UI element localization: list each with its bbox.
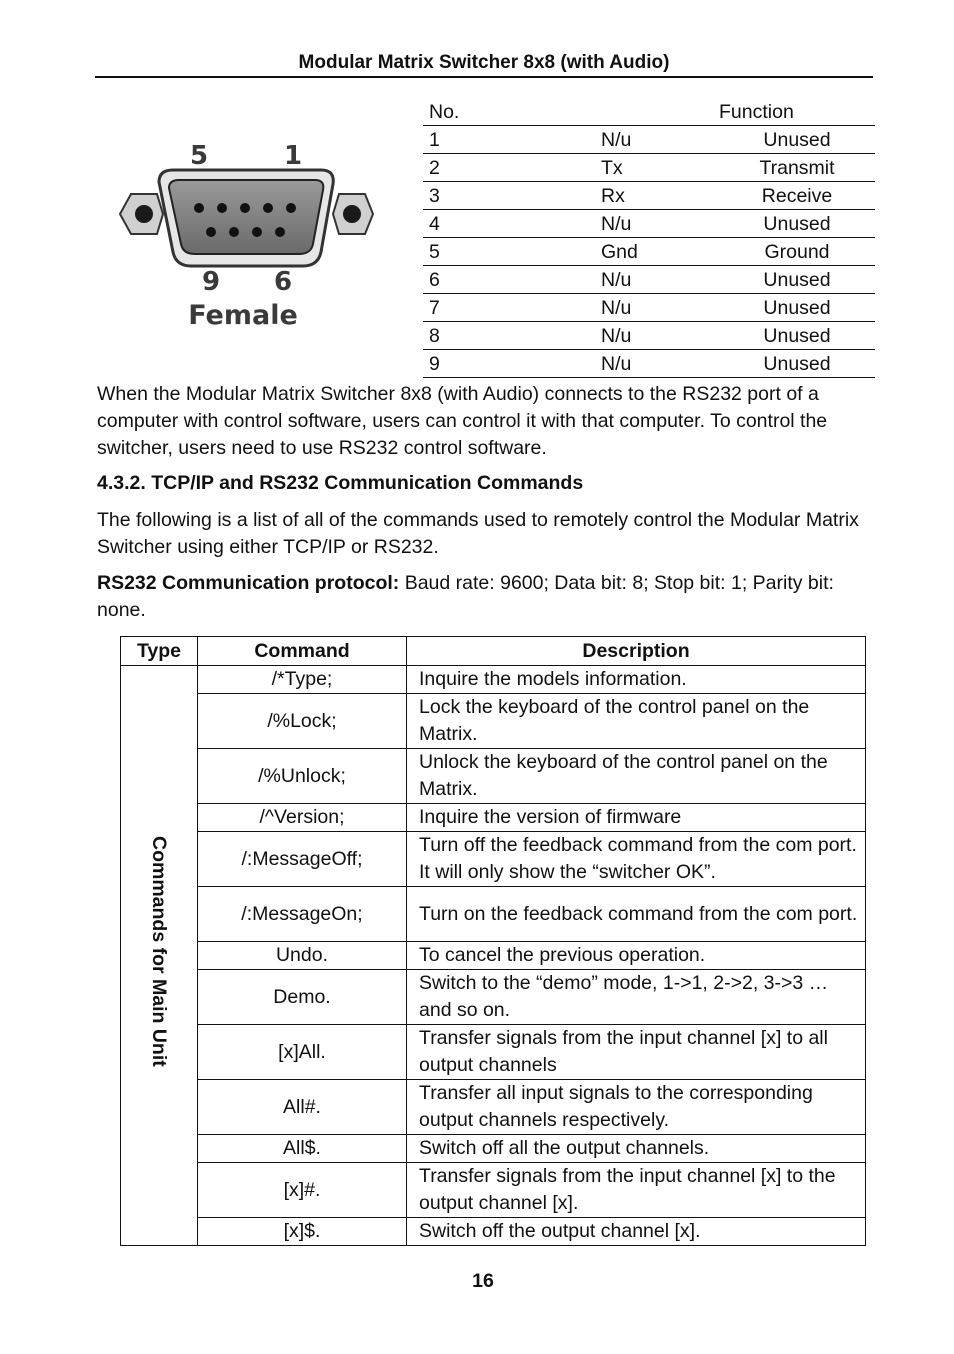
- pin-number: 6: [423, 266, 601, 294]
- pin-signal-header: [601, 98, 719, 126]
- pin-function: Receive: [719, 182, 875, 210]
- pin-number: 9: [423, 350, 601, 378]
- db9-female-connector-diagram: [115, 138, 380, 338]
- description-cell: Transfer signals from the input channel [x] to the output channel [x].: [407, 1163, 866, 1218]
- pin-function: Unused: [719, 126, 875, 154]
- command-cell: Undo.: [198, 942, 407, 970]
- protocol-paragraph: [97, 570, 867, 624]
- command-table-header-row: [121, 637, 866, 666]
- description-cell: Switch to the “demo” mode, 1->1, 2->2, 3->3 … and so on.: [407, 970, 866, 1025]
- description-cell: Unlock the keyboard of the control panel on the Matrix.: [407, 749, 866, 804]
- command-header: Command: [198, 637, 407, 666]
- command-cell: /:MessageOn;: [198, 887, 407, 942]
- command-cell: /%Unlock;: [198, 749, 407, 804]
- description-cell: Transfer all input signals to the corresponding output channels respectively.: [407, 1080, 866, 1135]
- description-cell: Switch off the output channel [x].: [407, 1218, 866, 1246]
- header-rule: [95, 76, 873, 78]
- table-row: [121, 1080, 866, 1135]
- type-cell: [121, 666, 198, 1246]
- description-cell: Turn off the feedback command from the com port. It will only show the “switcher OK”.: [407, 832, 866, 887]
- table-row: [121, 970, 866, 1025]
- pin-number: 5: [423, 238, 601, 266]
- right-screw: [343, 205, 361, 223]
- left-screw: [135, 205, 153, 223]
- rs232-intro-paragraph: When the Modular Matrix Switcher 8x8 (with Audio) connects to the RS232 port of a computer with control software, users can control it with that computer. To control the switcher, users need to use RS232 control software.: [97, 383, 828, 459]
- pin-function: Unused: [719, 322, 875, 350]
- pin-number: 8: [423, 322, 601, 350]
- pin-signal: N/u: [601, 322, 719, 350]
- command-cell: /%Lock;: [198, 694, 407, 749]
- table-row: [121, 804, 866, 832]
- description-cell: Inquire the models information.: [407, 666, 866, 694]
- description-header: Description: [407, 637, 866, 666]
- pin-row: [423, 210, 875, 238]
- page-number: 16: [472, 1270, 494, 1292]
- command-cell: Demo.: [198, 970, 407, 1025]
- protocol-details: Baud rate: 9600; Data bit: 8; Stop bit: 1; Parity bit: none.: [97, 572, 834, 621]
- command-table-body: [121, 666, 866, 1246]
- command-table: [120, 636, 866, 1246]
- pin-table-header-row: [423, 98, 875, 126]
- pin-signal: N/u: [601, 210, 719, 238]
- table-row: [121, 666, 866, 694]
- pin-signal: Rx: [601, 182, 719, 210]
- pin-function: Transmit: [719, 154, 875, 182]
- command-cell: /^Version;: [198, 804, 407, 832]
- description-cell: Turn on the feedback command from the com port.: [407, 887, 866, 942]
- pin-row: [423, 182, 875, 210]
- pin-signal: N/u: [601, 126, 719, 154]
- pin-label-6: 6: [273, 267, 293, 297]
- pin-row: [423, 266, 875, 294]
- pin-signal: Gnd: [601, 238, 719, 266]
- command-cell: /*Type;: [198, 666, 407, 694]
- table-row: [121, 942, 866, 970]
- pin-label-5: 5: [189, 141, 209, 171]
- pin-row: [423, 238, 875, 266]
- pin-signal: Tx: [601, 154, 719, 182]
- description-cell: Inquire the version of firmware: [407, 804, 866, 832]
- table-row: [121, 749, 866, 804]
- protocol-lead: RS232 Communication protocol:: [97, 572, 400, 594]
- pin-signal: N/u: [601, 350, 719, 378]
- command-cell: [x]#.: [198, 1163, 407, 1218]
- command-cell: /:MessageOff;: [198, 832, 407, 887]
- pin-function: Unused: [719, 266, 875, 294]
- pin-row: [423, 350, 875, 378]
- command-cell: All#.: [198, 1080, 407, 1135]
- pin-label-1: 1: [283, 141, 303, 171]
- table-row: [121, 832, 866, 887]
- pin-function: Unused: [719, 210, 875, 238]
- pin-row: [423, 294, 875, 322]
- pin-assignment-table: [423, 98, 875, 378]
- type-header: Type: [121, 637, 198, 666]
- running-header: Modular Matrix Switcher 8x8 (with Audio): [298, 52, 670, 73]
- description-cell: Lock the keyboard of the control panel on the Matrix.: [407, 694, 866, 749]
- pin-number: 4: [423, 210, 601, 238]
- pin-number: 3: [423, 182, 601, 210]
- connector-inner-shell: [169, 180, 323, 254]
- description-cell: Switch off all the output channels.: [407, 1135, 866, 1163]
- table-row: [121, 1025, 866, 1080]
- pin-no-header: No.: [423, 98, 601, 126]
- pin-number: 2: [423, 154, 601, 182]
- table-row: [121, 1218, 866, 1246]
- table-row: [121, 694, 866, 749]
- pin-function: Ground: [719, 238, 875, 266]
- pin-number: 7: [423, 294, 601, 322]
- commands-intro-paragraph: The following is a list of all of the commands used to remotely control the Modular Matrix Switcher using either TCP/IP or RS232.: [97, 509, 859, 558]
- pin-label-9: 9: [201, 267, 221, 297]
- table-row: [121, 1135, 866, 1163]
- description-cell: To cancel the previous operation.: [407, 942, 866, 970]
- description-cell: Transfer signals from the input channel [x] to all output channels: [407, 1025, 866, 1080]
- gender-label: Female: [188, 300, 298, 331]
- pin-signal: N/u: [601, 266, 719, 294]
- pin-function-header: Function: [719, 98, 875, 126]
- pin-row: [423, 126, 875, 154]
- pin-signal: N/u: [601, 294, 719, 322]
- command-cell: [x]$.: [198, 1218, 407, 1246]
- table-row: [121, 1163, 866, 1218]
- section-heading: 4.3.2. TCP/IP and RS232 Communication Commands: [97, 472, 584, 494]
- table-row: [121, 887, 866, 942]
- command-cell: [x]All.: [198, 1025, 407, 1080]
- pin-table-body: [423, 126, 875, 378]
- command-cell: All$.: [198, 1135, 407, 1163]
- pin-function: Unused: [719, 294, 875, 322]
- pin-row: [423, 154, 875, 182]
- pin-number: 1: [423, 126, 601, 154]
- pin-row: [423, 322, 875, 350]
- type-label: Commands for Main Unit: [148, 836, 170, 1067]
- pin-function: Unused: [719, 350, 875, 378]
